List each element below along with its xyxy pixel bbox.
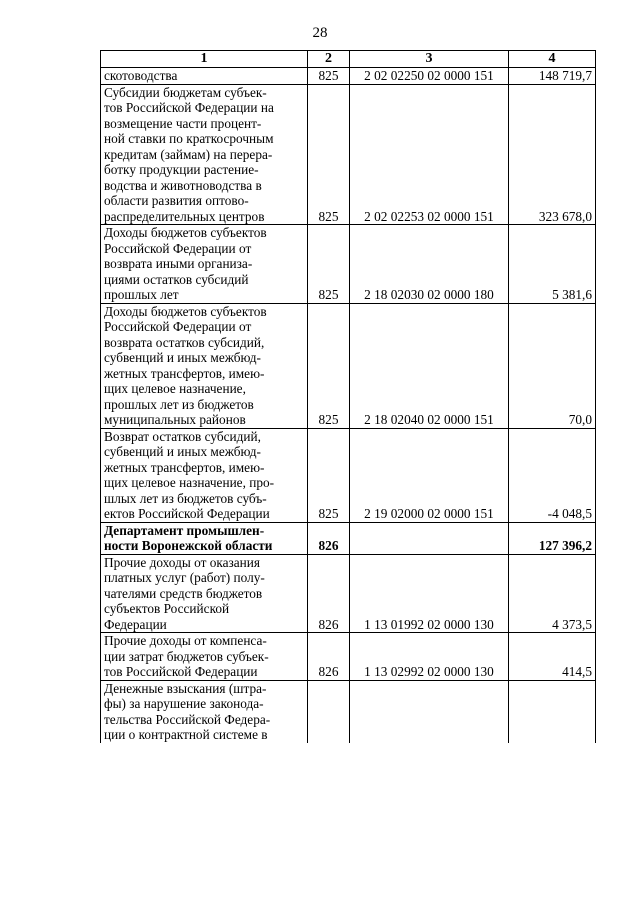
description-line: возврата остатков субсидий, bbox=[104, 334, 265, 350]
description-line: скотоводства bbox=[104, 68, 178, 83]
row-admin-code: 826 bbox=[308, 633, 350, 681]
description-line: Доходы бюджетов субъектов bbox=[104, 225, 267, 240]
description-line: субъектов Российской bbox=[104, 601, 230, 616]
row-admin-code: 825 bbox=[308, 428, 350, 522]
description-line: Департамент промышлен- bbox=[104, 522, 265, 538]
description-line: области развития оптово- bbox=[104, 193, 249, 208]
description-line: субвенций и иных межбюд- bbox=[104, 444, 261, 459]
table-row bbox=[101, 303, 596, 428]
row-admin-code: 825 bbox=[308, 68, 350, 85]
description-line: ботку продукции растение- bbox=[104, 162, 259, 177]
row-budget-code: 1 13 02992 02 0000 130 bbox=[350, 633, 509, 681]
description-line: щих целевое назначение, bbox=[104, 381, 246, 396]
description-line: циями остатков субсидий bbox=[104, 271, 249, 287]
row-budget-code bbox=[350, 522, 509, 554]
table-row bbox=[101, 522, 596, 554]
description-line: Федерации bbox=[104, 616, 167, 632]
row-budget-code: 2 18 02040 02 0000 151 bbox=[350, 303, 509, 428]
description-line: Российской Федерации от bbox=[104, 319, 252, 334]
description-line: тов Российской Федерации на bbox=[104, 100, 274, 115]
description-line: возврата иными организа- bbox=[104, 256, 253, 271]
row-description bbox=[101, 225, 308, 304]
description-line: прошлых лет bbox=[104, 287, 179, 302]
header-col-2: 2 bbox=[308, 51, 350, 68]
row-admin-code: 825 bbox=[308, 84, 350, 225]
row-admin-code: 825 bbox=[308, 225, 350, 304]
row-amount: -4 048,5 bbox=[509, 428, 596, 522]
row-budget-code bbox=[350, 680, 509, 743]
row-description bbox=[101, 428, 308, 522]
row-budget-code: 2 19 02000 02 0000 151 bbox=[350, 428, 509, 522]
description-line: фы) за нарушение законода- bbox=[104, 696, 264, 711]
header-col-3: 3 bbox=[350, 51, 509, 68]
row-amount: 323 678,0 bbox=[509, 84, 596, 225]
description-line: возмещение части процент- bbox=[104, 115, 262, 131]
description-line: ной ставки по краткосрочным bbox=[104, 131, 274, 146]
row-admin-code: 826 bbox=[308, 554, 350, 633]
table-body bbox=[101, 68, 596, 743]
description-line: ности Воронежской области bbox=[104, 538, 273, 553]
row-budget-code: 2 02 02253 02 0000 151 bbox=[350, 84, 509, 225]
row-amount: 414,5 bbox=[509, 633, 596, 681]
description-line: ции о контрактной системе в bbox=[104, 727, 268, 742]
row-amount: 4 373,5 bbox=[509, 554, 596, 633]
description-line: прошлых лет из бюджетов bbox=[104, 396, 254, 412]
description-line: тов Российской Федерации bbox=[104, 664, 258, 679]
row-admin-code: 826 bbox=[308, 522, 350, 554]
header-col-1: 1 bbox=[101, 51, 308, 68]
table-row bbox=[101, 225, 596, 304]
row-description bbox=[101, 522, 308, 554]
description-line: тельства Российской Федера- bbox=[104, 711, 271, 727]
description-line: Прочие доходы от оказания bbox=[104, 554, 261, 570]
description-line: распределительных центров bbox=[104, 208, 265, 224]
table-row bbox=[101, 554, 596, 633]
row-description bbox=[101, 84, 308, 225]
row-amount: 5 381,6 bbox=[509, 225, 596, 304]
table-header-row bbox=[101, 51, 596, 68]
table-row bbox=[101, 428, 596, 522]
description-line: Российской Федерации от bbox=[104, 240, 252, 256]
row-budget-code: 1 13 01992 02 0000 130 bbox=[350, 554, 509, 633]
table-row bbox=[101, 633, 596, 681]
description-line: ектов Российской Федерации bbox=[104, 506, 270, 521]
row-budget-code: 2 02 02250 02 0000 151 bbox=[350, 68, 509, 85]
row-description bbox=[101, 554, 308, 633]
description-line: щих целевое назначение, про- bbox=[104, 475, 275, 490]
header-col-4: 4 bbox=[509, 51, 596, 68]
description-line: Субсидии бюджетам субъек- bbox=[104, 84, 267, 100]
description-line: муниципальных районов bbox=[104, 412, 246, 427]
row-description bbox=[101, 303, 308, 428]
row-amount: 70,0 bbox=[509, 303, 596, 428]
description-line: платных услуг (работ) полу- bbox=[104, 570, 265, 585]
row-admin-code: 825 bbox=[308, 303, 350, 428]
table-row bbox=[101, 680, 596, 743]
description-line: Прочие доходы от компенса- bbox=[104, 633, 267, 648]
row-amount bbox=[509, 680, 596, 743]
row-description bbox=[101, 680, 308, 743]
table-row bbox=[101, 84, 596, 225]
description-line: чателями средств бюджетов bbox=[104, 585, 263, 601]
description-line: субвенций и иных межбюд- bbox=[104, 350, 261, 365]
row-budget-code: 2 18 02030 02 0000 180 bbox=[350, 225, 509, 304]
row-admin-code bbox=[308, 680, 350, 743]
page-number: 28 bbox=[312, 25, 328, 41]
description-line: шлых лет из бюджетов субъ- bbox=[104, 490, 267, 506]
description-line: Доходы бюджетов субъектов bbox=[104, 303, 267, 319]
row-amount: 127 396,2 bbox=[509, 522, 596, 554]
budget-revenue-table bbox=[100, 50, 596, 743]
description-line: водства и животноводства в bbox=[104, 177, 262, 193]
row-description bbox=[101, 633, 308, 681]
description-line: Денежные взыскания (штра- bbox=[104, 680, 267, 696]
description-line: Возврат остатков субсидий, bbox=[104, 428, 261, 444]
table-row bbox=[101, 68, 596, 85]
row-description bbox=[101, 68, 308, 85]
description-line: жетных трансфертов, имею- bbox=[104, 365, 265, 381]
description-line: ции затрат бюджетов субъек- bbox=[104, 648, 269, 664]
description-line: жетных трансфертов, имею- bbox=[104, 459, 265, 475]
description-line: кредитам (займам) на перера- bbox=[104, 146, 273, 162]
row-amount: 148 719,7 bbox=[509, 68, 596, 85]
